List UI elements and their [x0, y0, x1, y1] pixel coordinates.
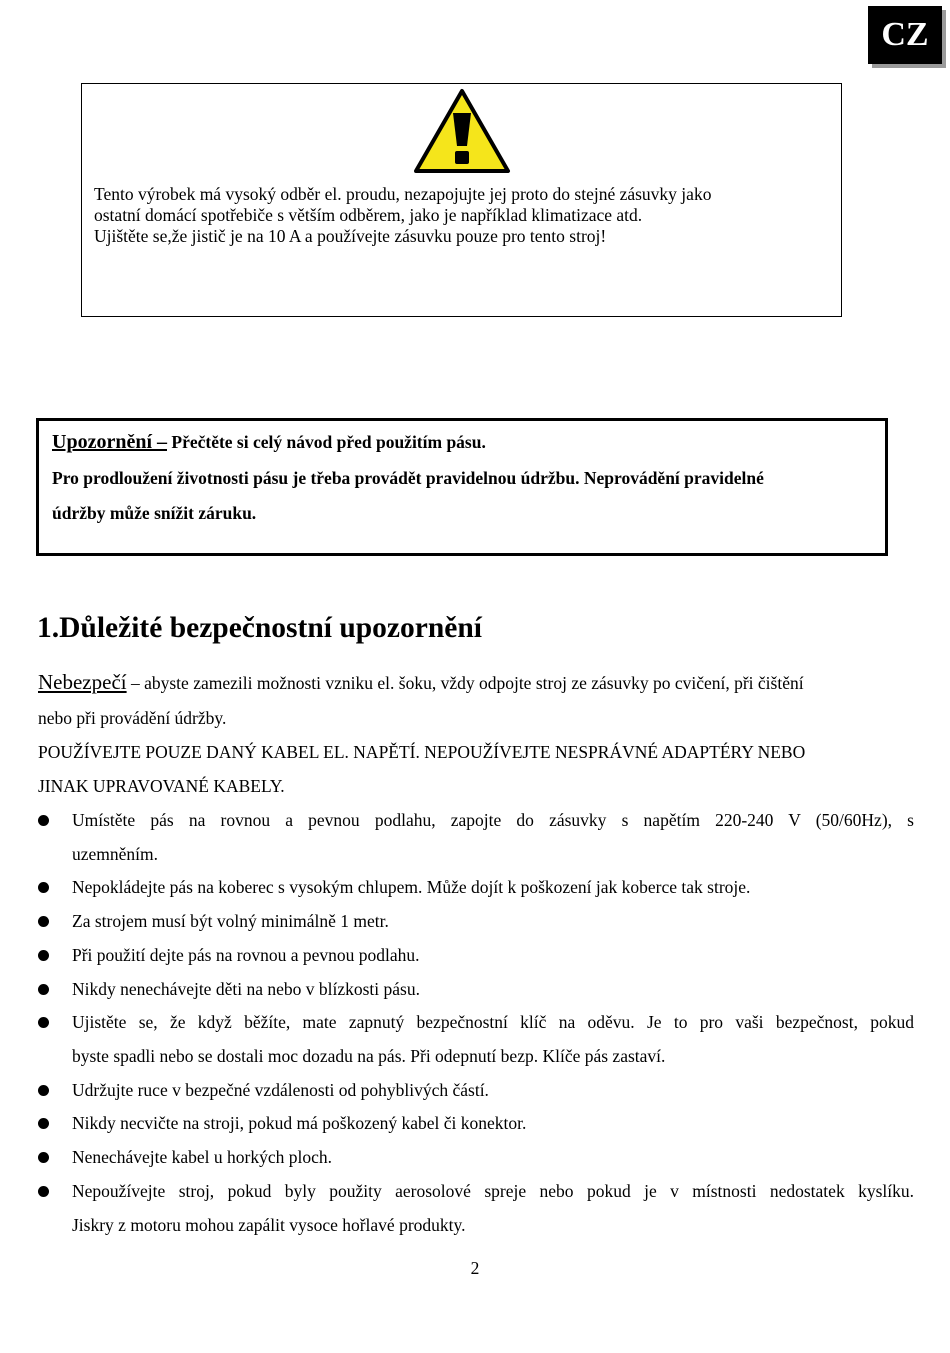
bullet-dot-icon: [38, 1085, 49, 1096]
caution-line: Pro prodloužení životnosti pásu je třeba provádět pravidelnou údržbu. Neprovádění pravidelné: [52, 468, 764, 488]
bullet-dot-icon: [38, 984, 49, 995]
warning-line: ostatní domácí spotřebiče s větším odběrem, jako je například klimatizace atd.: [94, 205, 643, 225]
bullet-text: Nikdy nenechávejte děti na nebo v blízkosti pásu.: [72, 979, 420, 999]
danger-text: – abyste zamezili možnosti vzniku el. šoku, vždy odpojte stroj ze zásuvky po cvičení, při čištění: [126, 673, 804, 693]
caution-line: údržby může snížit záruku.: [52, 503, 257, 523]
power-warning-text: [94, 184, 834, 247]
caps-warning-line: JINAK UPRAVOVANÉ KABELY.: [38, 776, 285, 796]
bullet-text: Nepoužívejte stroj, pokud byly použity aerosolové spreje nebo pokud je v místnosti nedostatek kyslíku.: [72, 1181, 914, 1201]
caution-text: Přečtěte si celý návod před použitím pásu.: [167, 432, 486, 452]
danger-line: nebo při provádění údržby.: [38, 708, 227, 728]
bullet-text: Za strojem musí být volný minimálně 1 metr.: [72, 911, 389, 931]
bullet-text: Nepokládejte pás na koberec s vysokým chlupem. Může dojít k poškození jak koberce tak stroje.: [72, 877, 751, 897]
bullet-text: Jiskry z motoru mohou zapálit vysoce hořlavé produkty.: [72, 1215, 466, 1235]
bullet-text: Udržujte ruce v bezpečné vzdálenosti od pohyblivých částí.: [72, 1080, 489, 1100]
bullet-text: Umístěte pás na rovnou a pevnou podlahu, zapojte do zásuvky s napětím 220-240 V (50/60Hz), s: [72, 810, 914, 830]
warning-triangle-icon: [413, 88, 511, 174]
bullet-dot-icon: [38, 916, 49, 927]
bullet-text: uzemněním.: [72, 844, 159, 864]
bullet-dot-icon: [38, 1186, 49, 1197]
caution-lead: Upozornění –: [52, 431, 167, 453]
bullet-dot-icon: [38, 1017, 49, 1028]
bullet-text: Nenechávejte kabel u horkých ploch.: [72, 1147, 332, 1167]
bullet-text: Ujistěte se, že když běžíte, mate zapnutý bezpečnostní klíč na oděvu. Je to pro vaši bezpečnost, pokud: [72, 1012, 914, 1032]
bullet-text: Při použití dejte pás na rovnou a pevnou podlahu.: [72, 945, 420, 965]
bullet-dot-icon: [38, 1152, 49, 1163]
section-title: 1.Důležité bezpečnostní upozornění: [37, 612, 482, 644]
language-badge: CZ: [868, 6, 942, 64]
danger-line: [38, 670, 804, 695]
bullet-dot-icon: [38, 882, 49, 893]
bullet-dot-icon: [38, 1118, 49, 1129]
bullet-text: Nikdy necvičte na stroji, pokud má poškozený kabel či konektor.: [72, 1113, 527, 1133]
caution-line: [52, 431, 486, 454]
caution-box: [36, 418, 888, 556]
warning-line: Ujištěte se,že jistič je na 10 A a používejte zásuvku pouze pro tento stroj!: [94, 226, 607, 246]
bullet-text: byste spadli nebo se dostali moc dozadu na pás. Při odepnutí bezp. Klíče pás zastaví.: [72, 1046, 666, 1066]
bullet-dot-icon: [38, 815, 49, 826]
danger-lead: Nebezpečí: [38, 670, 127, 694]
page-number: 2: [470, 1258, 480, 1278]
caps-warning-line: POUŽÍVEJTE POUZE DANÝ KABEL EL. NAPĚTÍ. NEPOUŽÍVEJTE NESPRÁVNÉ ADAPTÉRY NEBO: [38, 742, 806, 762]
warning-line: Tento výrobek má vysoký odběr el. proudu, nezapojujte jej proto do stejné zásuvky jako: [94, 184, 712, 204]
power-warning-box: [81, 83, 842, 317]
bullet-dot-icon: [38, 950, 49, 961]
